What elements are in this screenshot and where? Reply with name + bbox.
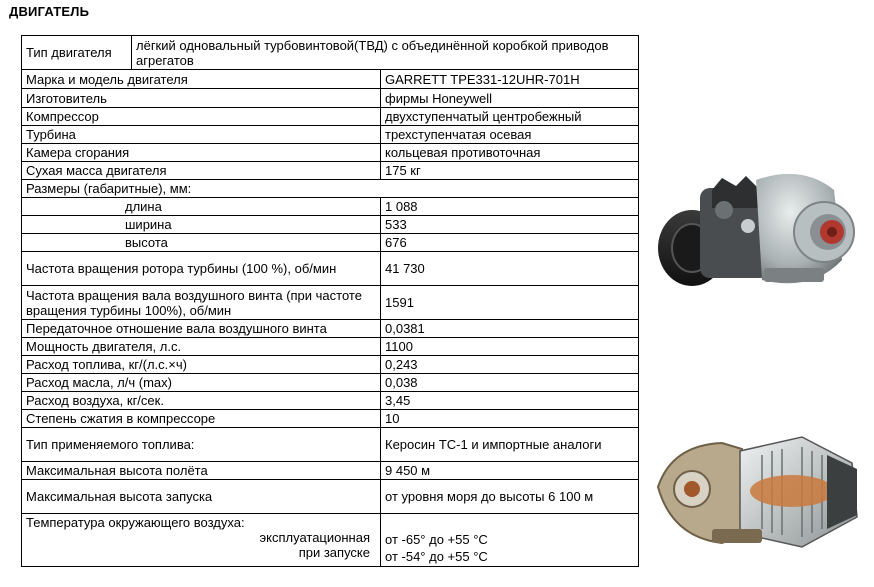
dimension-label: высота — [22, 234, 381, 252]
engine-spec-table — [21, 35, 639, 567]
table-row — [22, 252, 639, 286]
row-label: Частота вращения ротора турбины (100 %), об/мин — [22, 252, 381, 286]
row-label: Камера сгорания — [22, 144, 381, 162]
temperature-label: эксплуатационная — [259, 530, 370, 545]
row-value: двухступенчатый центробежный — [381, 108, 639, 126]
row-value: 1100 — [381, 338, 639, 356]
table-row — [22, 126, 639, 144]
row-label: Частота вращения вала воздушного винта (при частоте вращения турбины 100%), об/мин — [22, 286, 381, 320]
table-row — [22, 338, 639, 356]
table-row — [22, 162, 639, 180]
row-value: трехступенчатая осевая — [381, 126, 639, 144]
table-row — [22, 108, 639, 126]
table-row — [22, 70, 639, 89]
row-label: Передаточное отношение вала воздушного винта — [22, 320, 381, 338]
table-row — [22, 234, 639, 252]
table-row — [22, 428, 639, 462]
table-row — [22, 514, 639, 567]
table-row — [22, 36, 639, 70]
temperature-title: Температура окружающего воздуха: — [26, 515, 245, 530]
row-label: Сухая масса двигателя — [22, 162, 381, 180]
table-row — [22, 144, 639, 162]
row-label: Расход масла, л/ч (max) — [22, 374, 381, 392]
table-row — [22, 198, 639, 216]
row-label: Степень сжатия в компрессоре — [22, 410, 381, 428]
row-value: 0,0381 — [381, 320, 639, 338]
dimension-value: 1 088 — [381, 198, 639, 216]
row-value: 175 кг — [381, 162, 639, 180]
table-row — [22, 392, 639, 410]
table-row — [22, 286, 639, 320]
temperature-label: при запуске — [298, 545, 370, 560]
row-label: Марка и модель двигателя — [22, 70, 381, 89]
row-label: Компрессор — [22, 108, 381, 126]
table-row — [22, 410, 639, 428]
temperature-value-cell — [381, 514, 639, 567]
table-row — [22, 216, 639, 234]
page-title: ДВИГАТЕЛЬ — [9, 4, 90, 19]
row-label: Тип применяемого топлива: — [22, 428, 381, 462]
row-value: 9 450 м — [381, 462, 639, 480]
row-label: Максимальная высота запуска — [22, 480, 381, 514]
row-value: 3,45 — [381, 392, 639, 410]
dimension-value: 676 — [381, 234, 639, 252]
temperature-value: от -65° до +55 °С — [385, 532, 488, 547]
row-value: 0,038 — [381, 374, 639, 392]
table-row — [22, 356, 639, 374]
table-row — [22, 480, 639, 514]
shaft — [750, 475, 834, 507]
table-row — [22, 89, 639, 108]
dimension-label: ширина — [22, 216, 381, 234]
row-label: Расход воздуха, кг/сек. — [22, 392, 381, 410]
table-row — [22, 374, 639, 392]
row-label: Расход топлива, кг/(л.с.×ч) — [22, 356, 381, 374]
row-label: Изготовитель — [22, 89, 381, 108]
table-row — [22, 320, 639, 338]
table-row — [22, 180, 639, 198]
dimension-label: длина — [22, 198, 381, 216]
row-value: от уровня моря до высоты 6 100 м — [381, 480, 639, 514]
row-value: фирмы Honeywell — [381, 89, 639, 108]
temperature-value: от -54° до +55 °С — [385, 549, 488, 564]
engine-exterior-photo — [652, 160, 864, 300]
row-value: 0,243 — [381, 356, 639, 374]
row-label: Максимальная высота полёта — [22, 462, 381, 480]
row-label: Турбина — [22, 126, 381, 144]
row-value: GARRETT TPE331-12UHR-701H — [381, 70, 639, 89]
engine-cutaway-photo — [652, 425, 864, 560]
row-label: Мощность двигателя, л.с. — [22, 338, 381, 356]
row-value: 1591 — [381, 286, 639, 320]
dimensions-title: Размеры (габаритные), мм: — [22, 180, 639, 198]
dimension-value: 533 — [381, 216, 639, 234]
type-label: Тип двигателя — [22, 36, 132, 70]
row-value: 41 730 — [381, 252, 639, 286]
row-value: Керосин ТС-1 и импортные аналоги — [381, 428, 639, 462]
table-row — [22, 462, 639, 480]
type-value: лёгкий одновальный турбовинтовой(ТВД) с объединённой коробкой приводов агрегатов — [132, 36, 639, 70]
row-value: кольцевая противоточная — [381, 144, 639, 162]
row-value: 10 — [381, 410, 639, 428]
temperature-label-cell — [22, 514, 381, 567]
